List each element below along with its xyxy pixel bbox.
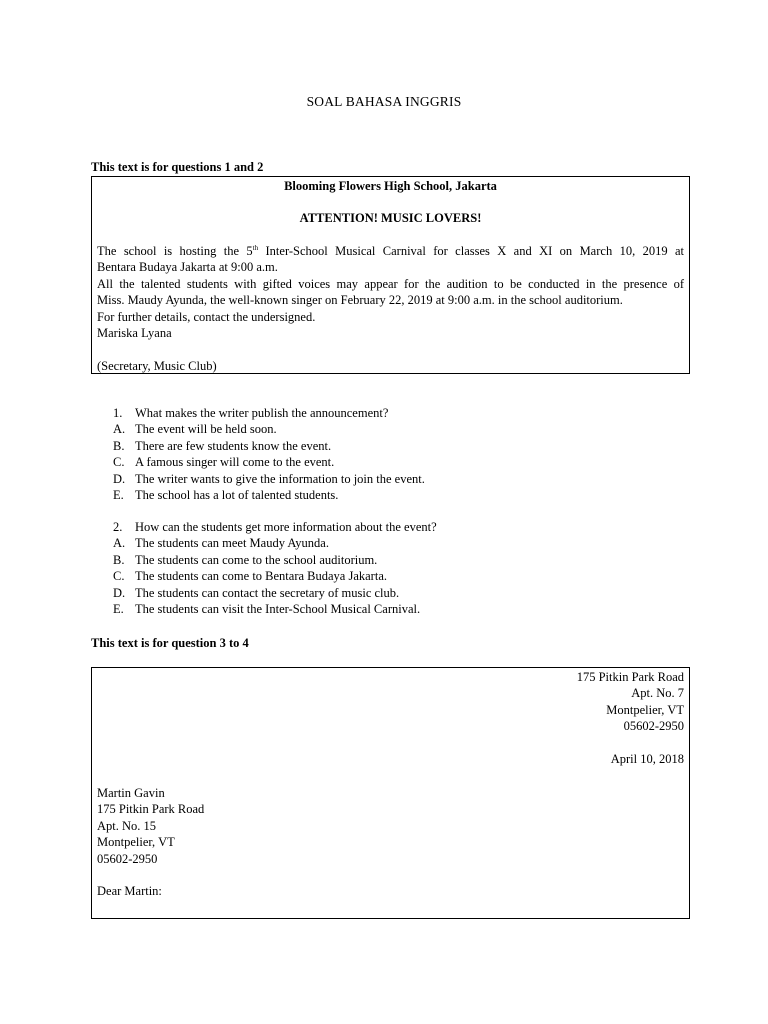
sender-address-line: 05602-2950: [623, 719, 684, 734]
question-1: [113, 405, 673, 503]
recipient-line: 175 Pitkin Park Road: [97, 802, 205, 817]
section-label-questions-1-2: This text is for questions 1 and 2: [91, 160, 264, 174]
answer-option[interactable]: [113, 585, 673, 601]
announcement-line-2: Bentara Budaya Jakarta at 9:00 a.m.: [97, 260, 278, 275]
question-number: 2.: [113, 520, 123, 534]
option-text: There are few students know the event.: [135, 438, 332, 453]
recipient-line: 05602-2950: [97, 851, 158, 866]
answer-option[interactable]: [113, 601, 673, 617]
answer-option[interactable]: [113, 487, 673, 503]
option-letter: A.: [113, 536, 126, 551]
question-text: What makes the writer publish the announcement?: [135, 406, 389, 420]
sender-address: [577, 669, 684, 767]
recipient-line: Apt. No. 15: [97, 818, 157, 833]
recipient-address: [97, 785, 204, 900]
option-letter: E.: [113, 487, 124, 502]
option-letter: A.: [113, 422, 126, 437]
question-text: How can the students get more information about the event?: [135, 520, 437, 534]
option-letter: D.: [113, 471, 126, 486]
recipient-line: Martin Gavin: [97, 786, 165, 800]
option-text: The students can visit the Inter-School Musical Carnival.: [135, 601, 421, 616]
option-text: The writer wants to give the information to join the event.: [135, 471, 425, 486]
announcement-body: [97, 243, 684, 374]
option-text: The students can meet Maudy Ayunda.: [135, 536, 329, 551]
sender-address-line: Montpelier, VT: [606, 702, 684, 717]
answer-option[interactable]: [113, 535, 673, 551]
letter-date: April 10, 2018: [610, 751, 684, 766]
option-letter: B.: [113, 552, 125, 567]
answer-option[interactable]: [113, 454, 673, 470]
announcement-signer: Mariska Lyana: [97, 325, 172, 340]
school-name: Blooming Flowers High School, Jakarta: [284, 179, 497, 193]
option-letter: C.: [113, 455, 125, 470]
answer-option[interactable]: [113, 471, 673, 487]
option-text: The students can come to the school auditorium.: [135, 552, 378, 567]
option-text: The event will be held soon.: [135, 422, 277, 437]
announcement-heading: ATTENTION! MUSIC LOVERS!: [299, 211, 482, 225]
option-text: The students can contact the secretary of music club.: [135, 585, 400, 600]
recipient-line: Montpelier, VT: [97, 835, 175, 850]
announcement-line-1: The school is hosting the 5th Inter-School Musical Carnival for classes X and XI on March 10, 2019 at: [97, 243, 684, 258]
option-text: The school has a lot of talented students.: [135, 487, 339, 502]
question-number: 1.: [113, 406, 123, 420]
option-letter: C.: [113, 569, 125, 584]
question-stem: [113, 405, 673, 421]
sender-address-line: Apt. No. 7: [631, 686, 684, 701]
announcement-line-4: Miss. Maudy Ayunda, the well-known singer on February 22, 2019 at 9:00 a.m. in the school auditorium.: [97, 293, 623, 308]
section-label-questions-3-4: This text is for question 3 to 4: [91, 636, 249, 650]
option-letter: B.: [113, 438, 125, 453]
announcement-line-5: For further details, contact the undersigned.: [97, 309, 316, 324]
announcement-signer-role: (Secretary, Music Club): [97, 358, 217, 373]
answer-option[interactable]: [113, 552, 673, 568]
option-text: The students can come to Bentara Budaya Jakarta.: [135, 569, 387, 584]
answer-option[interactable]: [113, 568, 673, 584]
question-stem: [113, 519, 673, 535]
ordinal-superscript: th: [252, 243, 259, 252]
question-2: [113, 519, 673, 617]
answer-option[interactable]: [113, 421, 673, 437]
letter-box: [91, 667, 690, 919]
letter-salutation: Dear Martin:: [97, 884, 162, 899]
answer-option[interactable]: [113, 438, 673, 454]
option-text: A famous singer will come to the event.: [135, 455, 335, 470]
option-letter: D.: [113, 585, 126, 600]
announcement-line-3: All the talented students with gifted voices may appear for the audition to be conducted in the presence of: [97, 276, 684, 291]
option-letter: E.: [113, 601, 124, 616]
announcement-box: [91, 176, 690, 374]
page-title: SOAL BAHASA INGGRIS: [306, 94, 462, 109]
sender-address-line: 175 Pitkin Park Road: [576, 670, 684, 684]
